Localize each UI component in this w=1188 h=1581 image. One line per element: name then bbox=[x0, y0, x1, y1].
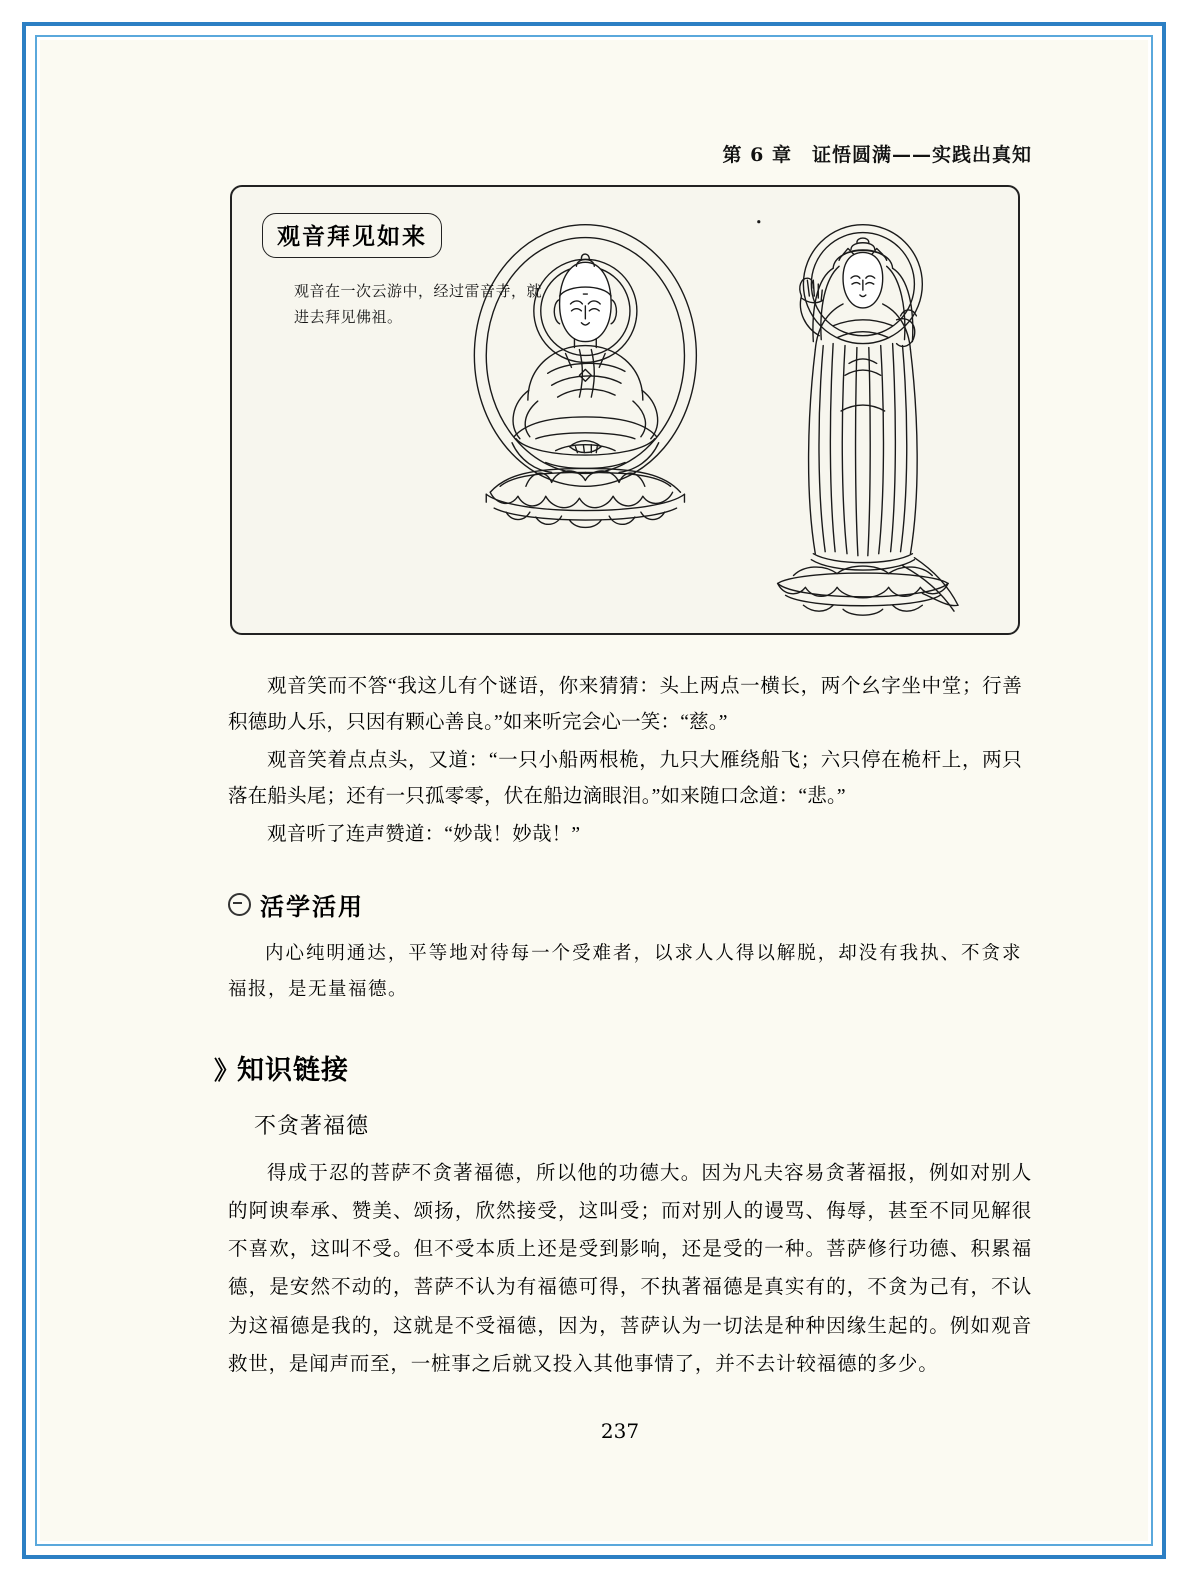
running-head-title: 证悟圆满——实践出真知 bbox=[811, 144, 1032, 166]
story-paragraph: 观音笑着点点头，又道：“一只小船两根桅，九只大雁绕船飞；六只停在桅杆上，两只落在船头尾；还有一只孤零零，伏在船边滴眼泪。”如来随口念道：“悲。” bbox=[228, 750, 1022, 808]
running-head-chapter: 第 6 章 bbox=[722, 144, 792, 166]
apply-section-heading bbox=[228, 887, 1050, 922]
knowledge-section-heading-label: 知识链接 bbox=[237, 1055, 350, 1087]
circle-bullet-icon bbox=[228, 893, 251, 916]
page-paper bbox=[40, 40, 1148, 1541]
page-content bbox=[190, 140, 1050, 1443]
knowledge-section-heading bbox=[214, 1048, 1050, 1087]
page-number: 237 bbox=[600, 1418, 640, 1443]
apply-section-body bbox=[228, 936, 1050, 1008]
illustration-panel bbox=[230, 185, 1020, 635]
story-paragraph: 观音笑而不答“我这儿有个谜语，你来猜猜：头上两点一横长，两个幺字坐中堂；行善积德助人乐，只因有颗心善良。”如来听完会心一笑：“慈。” bbox=[228, 676, 1022, 734]
illustration-title: 观音拜见如来 bbox=[262, 213, 442, 258]
story-text bbox=[190, 669, 1050, 853]
knowledge-subheading: 不贪著福德 bbox=[254, 1114, 370, 1140]
apply-section bbox=[190, 887, 1050, 1008]
story-paragraph: 观音听了连声赞道：“妙哉！妙哉！” bbox=[267, 824, 581, 846]
apply-paragraph: 内心纯明通达，平等地对待每一个受难者，以求人人得以解脱，却没有我执、不贪求福报，是无量福德。 bbox=[228, 944, 1022, 1001]
knowledge-section-body bbox=[214, 1154, 1050, 1382]
running-head bbox=[190, 140, 1050, 167]
apply-section-heading-label: 活学活用 bbox=[260, 892, 364, 922]
knowledge-paragraph: 得成于忍的菩萨不贪著福德，所以他的功德大。因为凡夫容易贪著福报，例如对别人的阿谀奉承、赞美、颂扬，欣然接受，这叫受；而对别人的谩骂、侮辱，甚至不同见解很不喜欢，这叫不受。但不受本质上还是受到影响，还是受的一种。菩萨修行功德、积累福德，是安然不动的，菩萨不认为有福德可得，不执著福德是真实有的，不贪为己有，不认为这福德是我的，这就是不受福德，因为，菩萨认为一切法是种种因缘生起的。例如观音救世，是闻声而至，一桩事之后就又投入其他事情了，并不去计较福德的多少。 bbox=[228, 1161, 1032, 1375]
knowledge-section bbox=[190, 1048, 1050, 1382]
illustration-caption: 观音在一次云游中，经过雷音寺，就进去拜见佛祖。 bbox=[294, 284, 543, 327]
double-chevron-icon: 》 bbox=[214, 1056, 236, 1086]
